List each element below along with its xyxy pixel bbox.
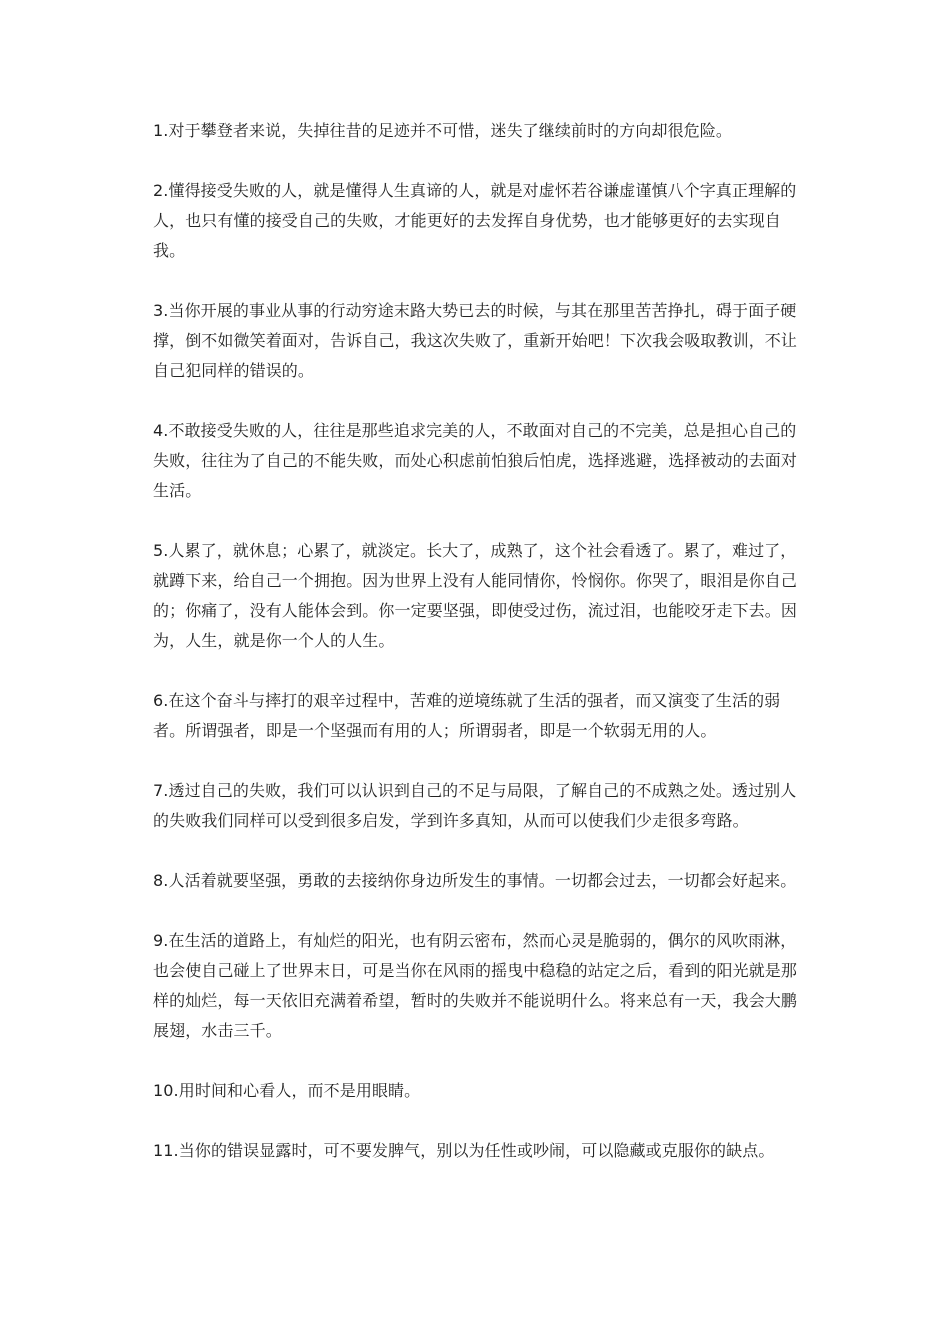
paragraph-7: 7.透过自己的失败，我们可以认识到自己的不足与局限，了解自己的不成熟之处。透过别人的失败我们同样可以受到很多启发，学到许多真知，从而可以使我们少走很多弯路。 xyxy=(153,781,797,830)
paragraph-3: 3.当你开展的事业从事的行动穷途末路大势已去的时候，与其在那里苦苦挣扎，碍于面子硬撑，倒不如微笑着面对，告诉自己，我这次失败了，重新开始吧！下次我会吸取教训，不让自己犯同样的错误的。 xyxy=(153,301,798,380)
paragraph-4: 4.不敢接受失败的人，往往是那些追求完美的人，不敢面对自己的不完美，总是担心自己的失败，往往为了自己的不能失败，而处心积虑前怕狼后怕虎，选择逃避，选择被动的去面对生活。 xyxy=(153,421,798,500)
paragraph-2: 2.懂得接受失败的人，就是懂得人生真谛的人，就是对虚怀若谷谦虚谨慎八个字真正理解的人，也只有懂的接受自己的失败，才能更好的去发挥自身优势，也才能够更好的去实现自我。 xyxy=(153,181,797,260)
paragraph-9: 9.在生活的道路上，有灿烂的阳光，也有阴云密布，然而心灵是脆弱的，偶尔的风吹雨淋，也会使自己碰上了世界末日，可是当你在风雨的摇曳中稳稳的站定之后，看到的阳光就是那样的灿烂，每一天依旧充满着希望，暂时的失败并不能说明什么。将来总有一天，我会大鹏展翅，水击三千。 xyxy=(153,931,798,1040)
paragraph-1: 1.对于攀登者来说，失掉往昔的足迹并不可惜，迷失了继续前时的方向却很危险。 xyxy=(153,121,732,140)
paragraph-10: 10.用时间和心看人，而不是用眼睛。 xyxy=(153,1081,421,1100)
paragraph-8: 8.人活着就要坚强，勇敢的去接纳你身边所发生的事情。一切都会过去，一切都会好起来。 xyxy=(153,871,797,890)
document-body xyxy=(153,116,798,1196)
paragraph-6: 6.在这个奋斗与摔打的艰辛过程中，苦难的逆境练就了生活的强者，而又演变了生活的弱者。所谓强者，即是一个坚强而有用的人；所谓弱者，即是一个软弱无用的人。 xyxy=(153,691,781,740)
paragraph-11: 11.当你的错误显露时，可不要发脾气，别以为任性或吵闹，可以隐藏或克服你的缺点。 xyxy=(153,1141,775,1160)
paragraph-5: 5.人累了，就休息；心累了，就淡定。长大了，成熟了，这个社会看透了。累了，难过了，就蹲下来，给自己一个拥抱。因为世界上没有人能同情你，怜悯你。你哭了，眼泪是你自己的；你痛了，没有人能体会到。你一定要坚强，即使受过伤，流过泪，也能咬牙走下去。因为，人生，就是你一个人的人生。 xyxy=(153,541,798,650)
